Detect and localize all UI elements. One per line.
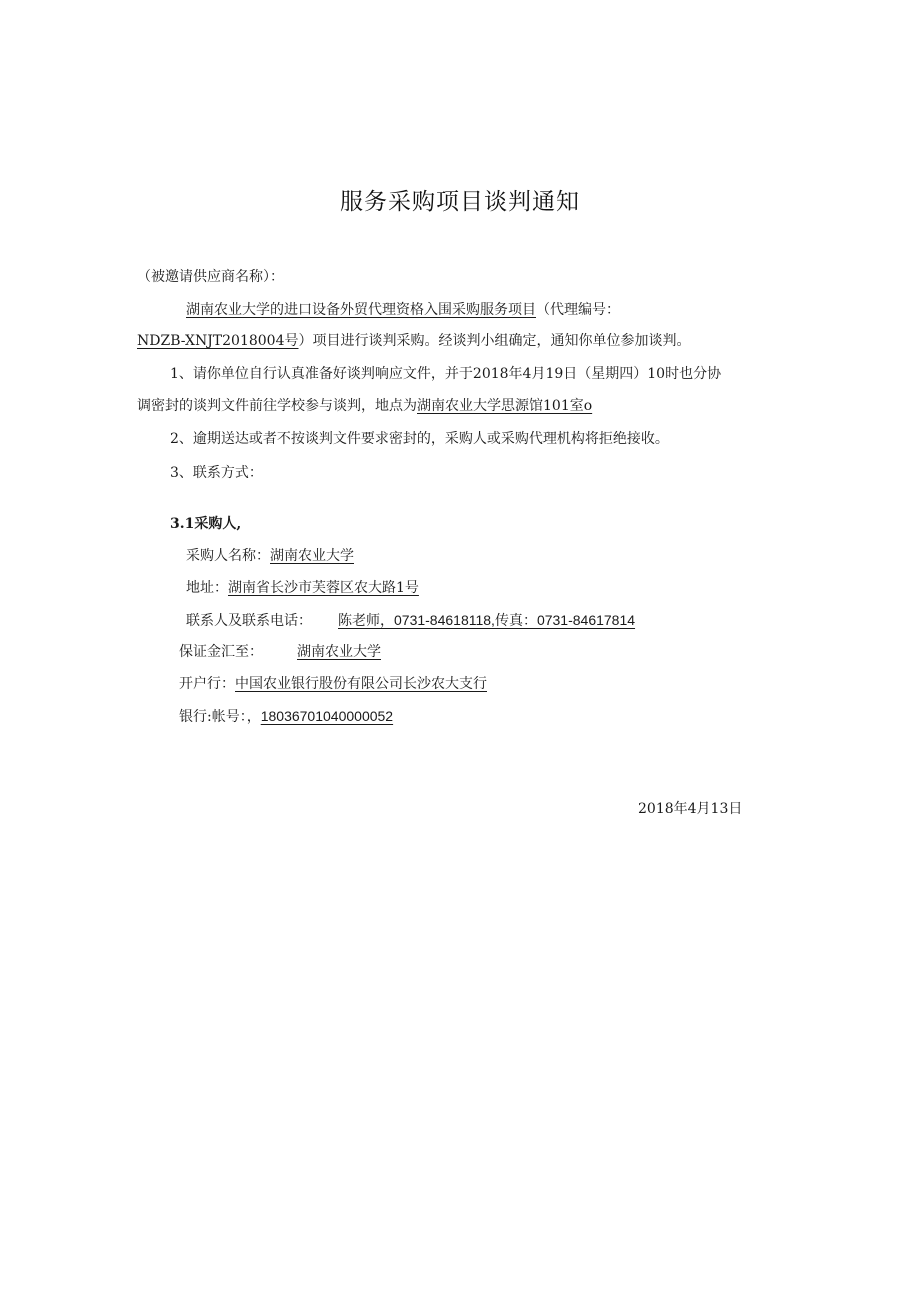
project-name: 湖南农业大学的进口设备外贸代理资格入围采购服务项目 (186, 302, 536, 318)
code-label: （代理编号： (536, 302, 620, 318)
contact-heading: 3.1采购人, (170, 516, 242, 532)
address-label: 地址： (186, 580, 228, 596)
bank-label: 开户行： (179, 676, 235, 692)
document-date: 2018年4月13日 (638, 801, 743, 817)
phone-value: 陈老师，0731-84618118,传真：0731-84617814 (338, 612, 636, 628)
purchaser-row (186, 546, 354, 566)
address-value: 湖南省长沙市芙蓉区农大路1号 (228, 580, 419, 596)
intro-end-text: ）项目进行谈判采购。经谈判小组确定，通知你单位参加谈判。 (298, 333, 691, 349)
phone-row (186, 610, 635, 631)
phone-label: 联系人及联系电话： (186, 613, 312, 629)
project-code: NDZB-XNJT2018004号 (137, 333, 299, 349)
deposit-label: 保证金汇至： (179, 644, 263, 660)
item-3-line: 3、联系方式： (170, 465, 263, 481)
intro-line-2 (137, 331, 691, 351)
recipient-line: （被邀请供应商名称）： (137, 269, 284, 285)
bank-value: 中国农业银行股份有限公司长沙农大支行 (235, 676, 487, 692)
purchaser-label: 采购人名称： (186, 548, 270, 564)
address-row (186, 578, 419, 598)
item-1-text: 调密封的谈判文件前往学校参与谈判，地点为 (137, 398, 417, 414)
deposit-row (179, 642, 381, 662)
purchaser-value: 湖南农业大学 (270, 548, 354, 564)
bank-row (179, 674, 487, 694)
account-row (179, 706, 393, 727)
deposit-value: 湖南农业大学 (297, 644, 381, 660)
negotiation-location: 湖南农业大学思源馆101室o (417, 398, 593, 414)
page-title: 服务采购项目谈判通知 (340, 189, 580, 215)
item-2-line: 2、逾期送达或者不按谈判文件要求密封的，采购人或采购代理机构将拒绝接收。 (170, 431, 669, 447)
item-1-line-2 (137, 396, 592, 416)
account-value: 18036701040000052 (260, 708, 394, 724)
account-label: 银行:帐号：， (179, 709, 261, 725)
item-1-line-1: 1、请你单位自行认真准备好谈判响应文件，并于2018年4月19日（星期四）10时也分协 (170, 366, 722, 382)
intro-line-1 (186, 300, 620, 320)
